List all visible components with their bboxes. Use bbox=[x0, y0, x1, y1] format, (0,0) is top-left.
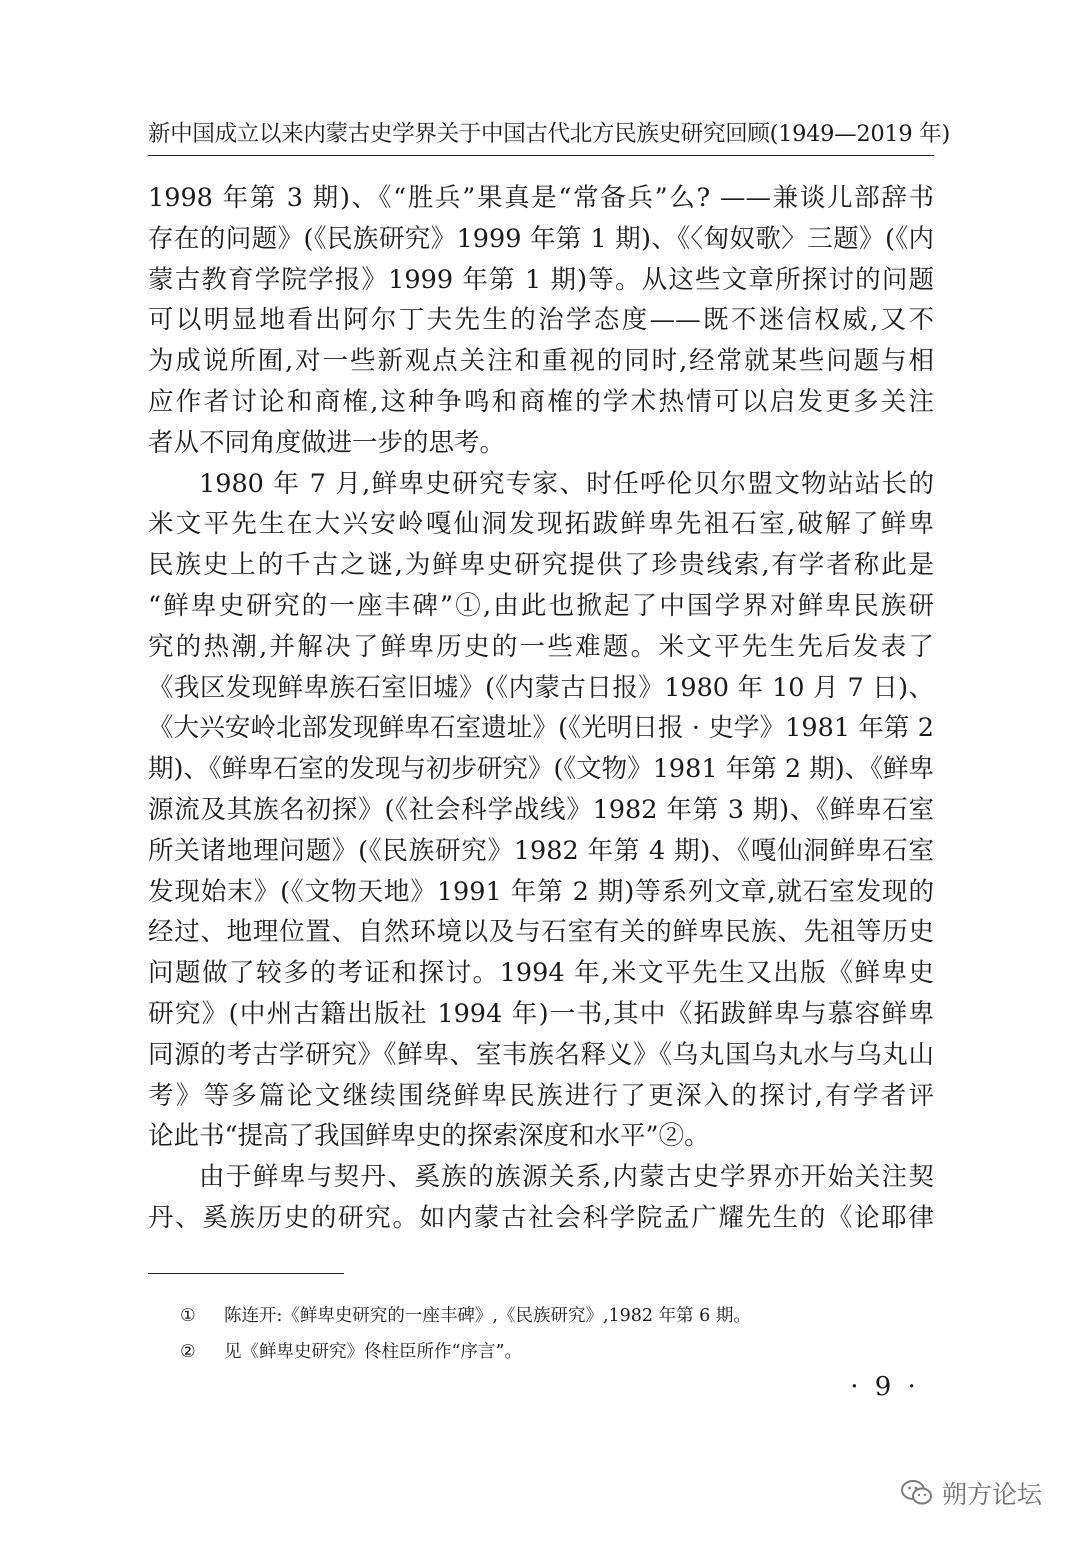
footnotes bbox=[180, 1298, 920, 1370]
watermark-text: 朔方论坛 bbox=[942, 1480, 1043, 1509]
body-text bbox=[148, 178, 934, 1239]
text-line: 究的热潮,并解决了鲜卑历史的一些难题。米文平先生先后发表了 bbox=[148, 631, 934, 662]
text-line: 可以明显地看出阿尔丁夫先生的治学态度——既不迷信权威,又不 bbox=[148, 305, 934, 336]
footnote-rule bbox=[148, 1273, 344, 1274]
footnote-text: 陈连开:《鲜卑史研究的一座丰碑》,《民族研究》,1982 年第 6 期。 bbox=[224, 1306, 751, 1326]
text-line: 蒙古教育学院学报》1999 年第 1 期)等。从这些文章所探讨的问题 bbox=[148, 264, 934, 295]
text-line: 问题做了较多的考证和探讨。1994 年,米文平先生又出版《鲜卑史 bbox=[148, 958, 934, 989]
text-line: 《大兴安岭北部发现鲜卑石室遗址》(《光明日报 · 史学》1981 年第 2 bbox=[148, 713, 934, 744]
text-line: 期)、《鲜卑石室的发现与初步研究》(《文物》1981 年第 2 期)、《鲜卑 bbox=[148, 754, 934, 785]
text-line: 为成说所囿,对一些新观点关注和重视的同时,经常就某些问题与相 bbox=[148, 346, 934, 377]
running-head-title: 新中国成立以来内蒙古史学界关于中国古代北方民族史研究回顾(1949—2019 年) bbox=[148, 121, 950, 147]
text-line: 1998 年第 3 期)、《“胜兵”果真是“常备兵”么? ——兼谈儿部辞书 bbox=[148, 183, 934, 213]
footnote-text: 见《鲜卑史研究》佟柱臣所作“序言”。 bbox=[224, 1342, 522, 1362]
header-rule bbox=[148, 155, 934, 156]
text-line: 源流及其族名初探》(《社会科学战线》1982 年第 3 期)、《鲜卑石室 bbox=[148, 794, 934, 825]
text-line: 研究》(中州古籍出版社 1994 年)一书,其中《拓跋鲜卑与慕容鲜卑 bbox=[148, 998, 934, 1029]
text-line: 发现始末》(《文物天地》1991 年第 2 期)等系列文章,就石室发现的 bbox=[148, 876, 934, 907]
text-line: 考》等多篇论文继续围绕鲜卑民族进行了更深入的探讨,有学者评 bbox=[148, 1080, 934, 1111]
text-line: 由于鲜卑与契丹、奚族的族源关系,内蒙古史学界亦开始关注契 bbox=[199, 1162, 934, 1193]
wechat-icon bbox=[900, 1478, 934, 1508]
page-number: · 9 · bbox=[850, 1372, 920, 1402]
text-line: “鲜卑史研究的一座丰碑”①,由此也掀起了中国学界对鲜卑民族研 bbox=[148, 590, 934, 621]
footnote-mark: ① bbox=[180, 1306, 196, 1326]
text-line: 经过、地理位置、自然环境以及与石室有关的鲜卑民族、先祖等历史 bbox=[148, 917, 934, 948]
footnote-mark: ② bbox=[180, 1342, 196, 1362]
footnote bbox=[180, 1298, 920, 1334]
text-line: 同源的考古学研究》《鲜卑、室韦族名释义》《乌丸国乌丸水与乌丸山 bbox=[148, 1039, 934, 1070]
text-line: 论此书“提高了我国鲜卑史的探索深度和水平”②。 bbox=[148, 1121, 710, 1152]
text-line: 民族史上的千古之谜,为鲜卑史研究提供了珍贵线索,有学者称此是 bbox=[148, 550, 934, 581]
text-line: 所关诸地理问题》(《民族研究》1982 年第 4 期)、《嘎仙洞鲜卑石室 bbox=[148, 835, 934, 866]
text-line: 存在的问题》(《民族研究》1999 年第 1 期)、《〈匈奴歌〉三题》(《内 bbox=[148, 223, 934, 254]
footnote bbox=[180, 1334, 920, 1370]
text-line: 丹、奚族历史的研究。如内蒙古社会科学院孟广耀先生的《论耶律 bbox=[148, 1202, 934, 1233]
text-line: 应作者讨论和商榷,这种争鸣和商榷的学术热情可以启发更多关注 bbox=[148, 386, 934, 417]
text-line: 者从不同角度做进一步的思考。 bbox=[148, 427, 506, 458]
text-line: 1980 年 7 月,鲜卑史研究专家、时任呼伦贝尔盟文物站站长的 bbox=[199, 468, 934, 499]
watermark bbox=[900, 1468, 1042, 1518]
text-line: 米文平先生在大兴安岭嘎仙洞发现拓跋鲜卑先祖石室,破解了鲜卑 bbox=[148, 509, 934, 540]
text-line: 《我区发现鲜卑族石室旧墟》(《内蒙古日报》1980 年 10 月 7 日)、 bbox=[148, 672, 934, 703]
